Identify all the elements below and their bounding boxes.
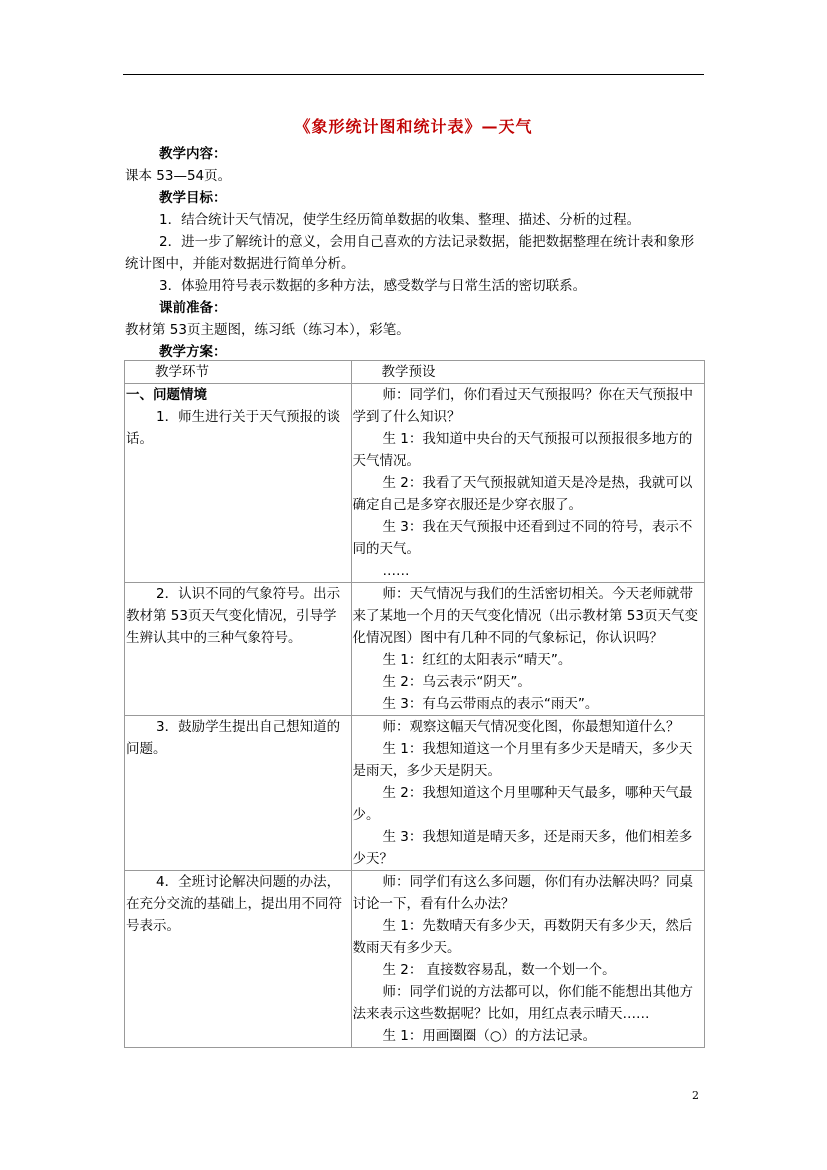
stage-text: 2．认识不同的气象符号。出示教材第 53页天气变化情况，引导学生辨认其中的三种气象符号。 (126, 586, 341, 646)
document-title: 《象形统计图和统计表》—天气 (294, 117, 533, 136)
preset-line: 师：天气情况与我们的生活密切相关。今天老师就带来了某地一个月的天气变化情况（出示教材第 53页天气变化情况图）图中有几种不同的气象标记，你认识吗？ (352, 586, 698, 646)
table-header-row (125, 361, 705, 384)
stage-cell (125, 716, 352, 871)
preset-line: 生 2：我看了天气预报就知道天是冷是热，我就可以确定自己是多穿衣服还是少穿衣服了。 (352, 475, 693, 513)
teaching-plan-table (124, 360, 705, 1048)
preset-cell (351, 716, 705, 871)
header-cell-preset: 教学预设 (351, 361, 705, 384)
preset-line: 生 3：有乌云带雨点的表示“雨天”。 (382, 696, 599, 712)
stage-cell (125, 384, 352, 583)
preset-cell (351, 871, 705, 1048)
preset-line: 师：同学们有这么多问题，你们有办法解决吗？同桌讨论一下，看有什么办法？ (352, 874, 693, 912)
preset-line: 生 2： 直接数容易乱，数一个划一个。 (382, 962, 616, 978)
table-row (125, 716, 705, 871)
goal-item: 1．结合统计天气情况，使学生经历简单数据的收集、整理、描述、分析的过程。 (159, 212, 641, 228)
stage-text: 3．鼓励学生提出自己想知道的问题。 (126, 719, 341, 757)
preset-line: 生 1：我想知道这一个月里有多少天是晴天，多少天是雨天，多少天是阴天。 (352, 741, 693, 779)
preset-line: 生 2：我想知道这个月里哪种天气最多，哪种天气最少。 (352, 785, 693, 823)
goal-item: 2．进一步了解统计的意义，会用自己喜欢的方法记录数据，能把数据整理在统计表和象形统计图中，并能对数据进行简单分析。 (125, 234, 695, 272)
preset-line: 生 1：先数晴天有多少天，再数阴天有多少天，然后数雨天有多少天。 (352, 918, 693, 956)
stage-cell (125, 871, 352, 1048)
intro-section (125, 143, 705, 363)
table-row (125, 583, 705, 716)
content-text: 课本 53—54页。 (125, 168, 232, 184)
preset-line: 师：同学们说的方法都可以，你们能不能想出其他方法来表示这些数据呢？比如，用红点表示晴天…… (352, 984, 693, 1022)
table-row (125, 384, 705, 583)
table-row (125, 871, 705, 1048)
prep-heading: 课前准备： (159, 300, 227, 316)
stage-text: 4．全班讨论解决问题的办法，在充分交流的基础上，提出用不同符号表示。 (126, 874, 342, 934)
preset-line: 生 1：我知道中央台的天气预报可以预报很多地方的天气情况。 (352, 431, 693, 469)
content-heading: 教学内容： (159, 146, 227, 162)
preset-line: 生 3：我想知道是晴天多，还是雨天多，他们相差多少天？ (352, 829, 693, 867)
plan-heading: 教学方案： (159, 344, 227, 360)
preset-line: 生 1：用画圈圈（○）的方法记录。 (382, 1028, 597, 1044)
preset-cell (351, 583, 705, 716)
stage-text: 1．师生进行关于天气预报的谈话。 (126, 409, 341, 447)
preset-line: 生 3：我在天气预报中还看到过不同的符号，表示不同的天气。 (352, 519, 693, 557)
header-cell-stage: 教学环节 (125, 361, 352, 384)
goals-heading: 教学目标： (159, 190, 227, 206)
preset-line: 生 1：红红的太阳表示“晴天”。 (382, 652, 572, 668)
stage-title: 一、问题情境 (126, 387, 207, 403)
stage-cell (125, 583, 352, 716)
goal-item: 3．体验用符号表示数据的多种方法，感受数学与日常生活的密切联系。 (159, 278, 587, 294)
prep-text: 教材第 53页主题图，练习纸（练习本），彩笔。 (125, 322, 410, 338)
preset-line: 师：同学们，你们看过天气预报吗？你在天气预报中学到了什么知识？ (352, 387, 693, 425)
page-number: 2 (692, 1089, 699, 1102)
preset-line: 师：观察这幅天气情况变化图，你最想知道什么？ (382, 719, 680, 735)
preset-cell (351, 384, 705, 583)
preset-line: …… (382, 563, 410, 579)
header-rule (123, 74, 704, 75)
preset-line: 生 2：乌云表示“阴天”。 (382, 674, 531, 690)
